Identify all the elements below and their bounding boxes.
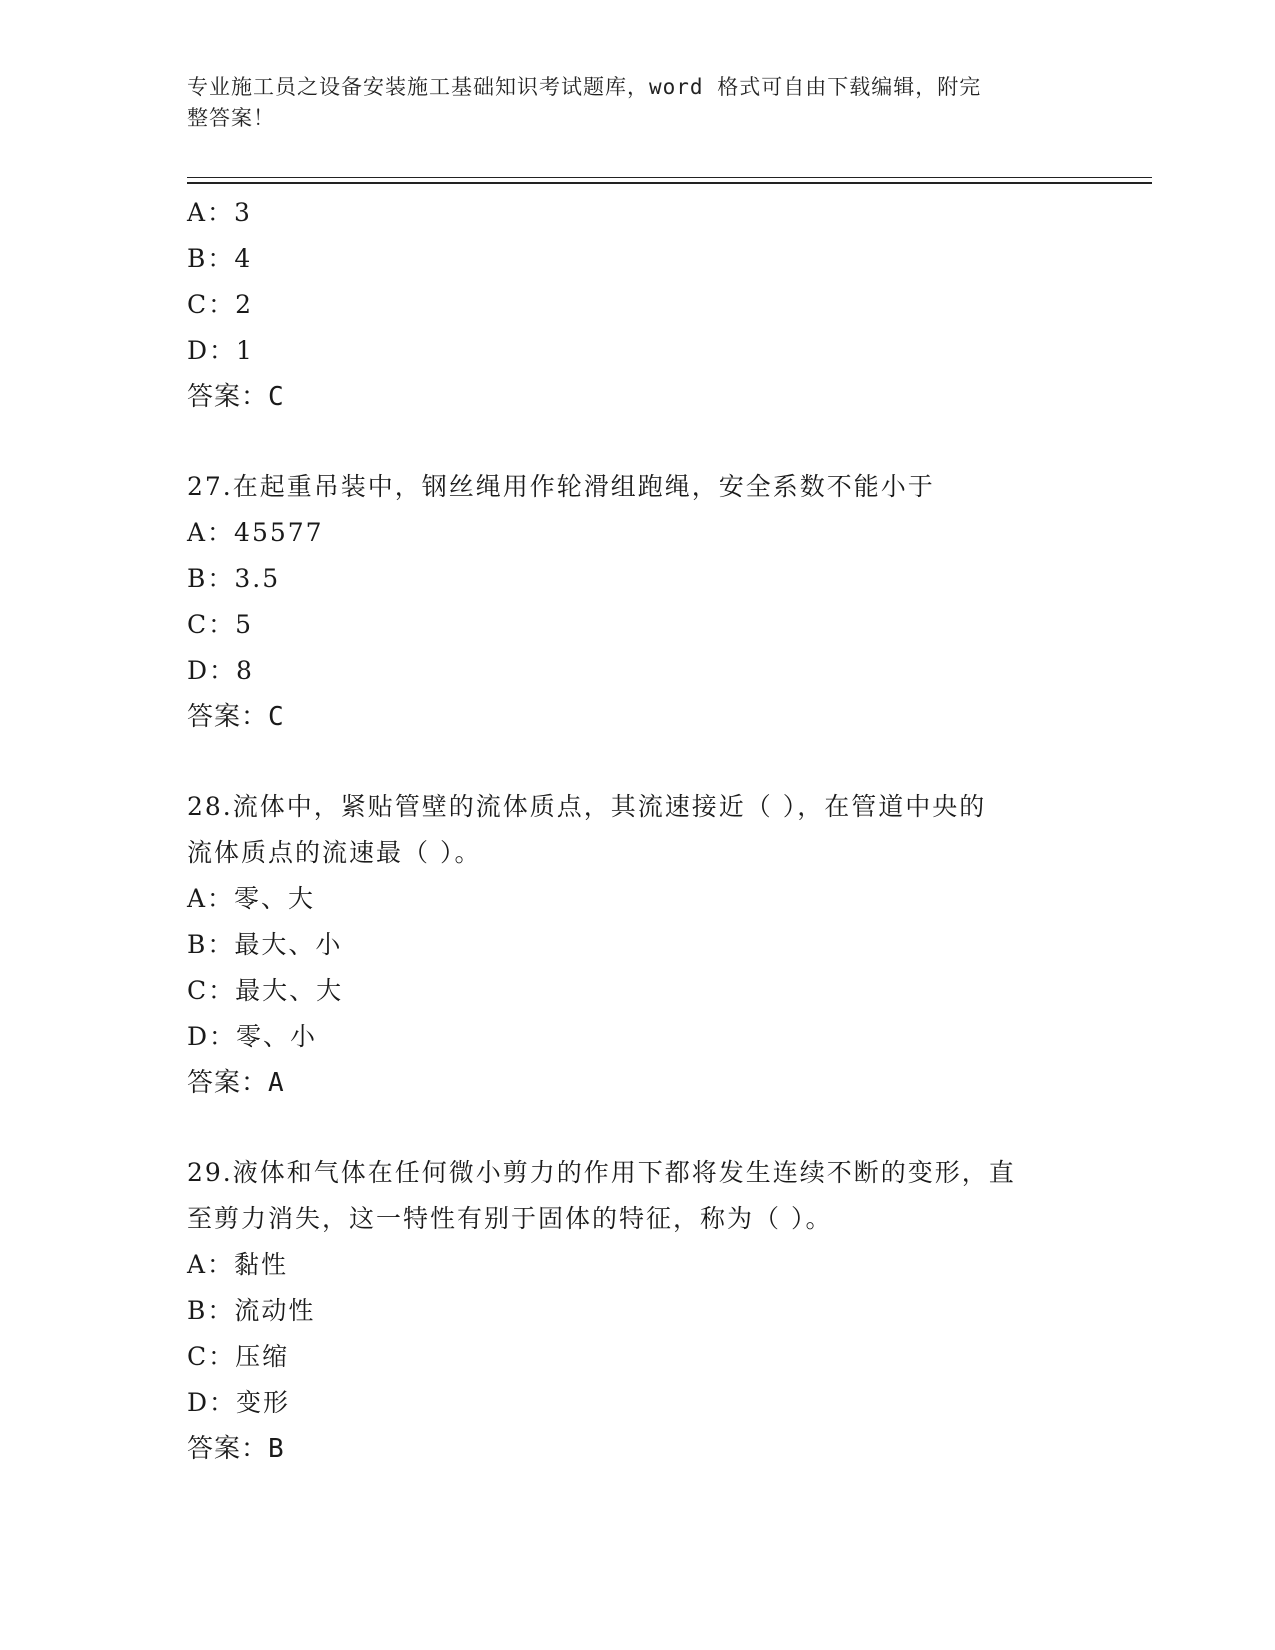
question-text-cont: 至剪力消失，这一特性有别于固体的特征，称为（ ）。 bbox=[187, 1204, 833, 1233]
option-c: C：2 bbox=[187, 290, 254, 319]
header-line-1: 专业施工员之设备安装施工基础知识考试题库，word 格式可自由下载编辑，附完 bbox=[187, 75, 982, 99]
question-text: 28.流体中，紧贴管壁的流体质点，其流速接近（ ），在管道中央的 bbox=[187, 792, 987, 821]
question-27 bbox=[187, 464, 1087, 740]
question-text: 27.在起重吊装中，钢丝绳用作轮滑组跑绳，安全系数不能小于 bbox=[187, 472, 935, 501]
answer: 答案：C bbox=[187, 382, 285, 412]
option-d: D：变形 bbox=[187, 1388, 291, 1417]
header-divider-thick bbox=[187, 182, 1152, 184]
option-c: C：压缩 bbox=[187, 1342, 290, 1371]
document-header bbox=[187, 72, 1087, 134]
option-a: A：45577 bbox=[187, 518, 324, 547]
spacer bbox=[187, 1106, 1087, 1150]
question-26 bbox=[187, 190, 1087, 420]
option-b: B：流动性 bbox=[187, 1296, 316, 1325]
question-text-cont: 流体质点的流速最（ ）。 bbox=[187, 838, 482, 867]
question-text: 29.液体和气体在任何微小剪力的作用下都将发生连续不断的变形，直 bbox=[187, 1158, 1016, 1187]
answer: 答案：C bbox=[187, 702, 285, 732]
answer: 答案：B bbox=[187, 1434, 285, 1464]
header-divider-thin bbox=[187, 177, 1152, 178]
answer: 答案：A bbox=[187, 1068, 285, 1098]
option-b: B：3.5 bbox=[187, 564, 281, 593]
question-28 bbox=[187, 784, 1087, 1106]
header-line-2: 整答案！ bbox=[187, 106, 275, 130]
option-a: A：3 bbox=[187, 198, 252, 227]
option-d: D：8 bbox=[187, 656, 254, 685]
option-a: A：零、大 bbox=[187, 884, 316, 913]
option-d: D：1 bbox=[187, 336, 254, 365]
option-c: C：5 bbox=[187, 610, 254, 639]
option-a: A：黏性 bbox=[187, 1250, 289, 1279]
option-d: D：零、小 bbox=[187, 1022, 318, 1051]
spacer bbox=[187, 740, 1087, 784]
option-b: B：最大、小 bbox=[187, 930, 343, 959]
spacer bbox=[187, 420, 1087, 464]
option-c: C：最大、大 bbox=[187, 976, 344, 1005]
question-list bbox=[187, 190, 1087, 1472]
question-29 bbox=[187, 1150, 1087, 1472]
option-b: B：4 bbox=[187, 244, 253, 273]
